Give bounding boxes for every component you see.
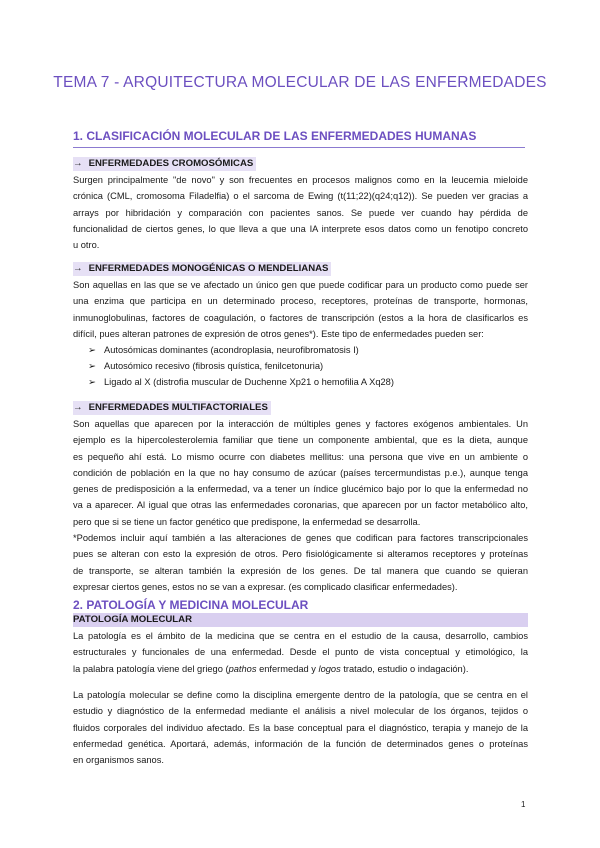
text-line: crónica (CML, cromosoma Filadelfia) o el sarcoma de Ewing (t(11;22)(q24;q12)). Se pueden ver gracias a xyxy=(73,191,528,202)
patologia-molecular-heading: PATOLOGÍA MOLECULAR xyxy=(73,613,528,627)
text-line: *Podemos incluir aquí también a las alteraciones de genes que codifican para factores transcripcionales xyxy=(73,533,528,544)
text-line: es pequeño ahí está. Lo mismo ocurre con diabetes mellitus: una persona que vive en un ambiente o xyxy=(73,451,528,462)
text-line: Surgen principalmente "de novo" y son frecuentes en procesos malignos como en la leucemia mieloide xyxy=(73,175,528,185)
term-logos: logos xyxy=(318,663,341,674)
text-fragment: tratado, estudio o indagación). xyxy=(340,663,469,674)
cromosomicas-heading: → ENFERMEDADES CROMOSÓMICAS xyxy=(73,157,256,171)
section-2-heading-text: 2. PATOLOGÍA Y MEDICINA MOLECULAR xyxy=(73,598,309,612)
patologia-molecular-paragraph xyxy=(73,687,528,768)
text-fragment: la palabra patología viene del griego ( xyxy=(73,663,229,674)
document-title: TEMA 7 - ARQUITECTURA MOLECULAR DE LAS ENFERMEDADES xyxy=(53,74,547,91)
text-line: arrays por hibridación y comparación con pacientes sanos. Se puede ver cuando hay pérdida de xyxy=(73,207,528,218)
list-item-text: Ligado al X (distrofia muscular de Duchenne Xp21 o hemofilia A Xq28) xyxy=(104,377,394,387)
list-item-text: Autosómicas dominantes (acondroplasia, neurofibromatosis I) xyxy=(104,345,359,355)
arrow-bullet-icon: ➢ xyxy=(88,361,96,371)
list-item xyxy=(88,342,359,358)
text-fragment: enfermedad y xyxy=(256,663,319,674)
text-line: en organismos sanos. xyxy=(73,755,164,766)
page-number: 1 xyxy=(521,800,526,809)
text-line xyxy=(73,661,528,677)
text-line: genes de predisposición a la enfermedad, va a tener un índice glucémico bajo por lo que la enfermedad no xyxy=(73,484,528,495)
text-line: enfermedad genética. Aportará, además, información de la función de determinados genes o proteínas xyxy=(73,738,528,749)
patologia-paragraph xyxy=(73,628,528,677)
term-pathos: pathos xyxy=(228,663,257,674)
monogenicas-heading: → ENFERMEDADES MONOGÉNICAS O MENDELIANAS xyxy=(73,262,331,276)
text-line: funcionalidad de ciertos genes, lo que lleva a que una IA interprete esos datos como un fenotipo concreto xyxy=(73,223,528,234)
list-item xyxy=(88,358,323,374)
multifactoriales-heading: → ENFERMEDADES MULTIFACTORIALES xyxy=(73,401,271,415)
section-1-heading-text: 1. CLASIFICACIÓN MOLECULAR DE LAS ENFERMEDADES HUMANAS xyxy=(73,129,477,143)
text-line: va a aparecer. Al igual que otras las enfermedades coronarias, que aparecen por un factor metabólico alto, xyxy=(73,500,528,511)
arrow-bullet-icon: ➢ xyxy=(88,345,96,355)
text-line: u otro. xyxy=(73,240,100,251)
text-line: estudio y diagnóstico de la enfermedad mediante el análisis a nivel molecular de los órganos, tejidos o xyxy=(73,706,528,717)
text-line: estructurales y funcionales de una enfermedad. Desde el punto de vista conceptual y etimológico, la xyxy=(73,647,528,658)
text-line: Son aquellas que aparecen por la interacción de múltiples genes y factores exógenos ambientales. Un xyxy=(73,419,528,429)
cromosomicas-paragraph xyxy=(73,172,528,253)
text-line: inmunoglobulinas, factores de coagulación, o factores de transcripción (estos a la hora de clasificarlos es xyxy=(73,312,528,323)
text-line: fluidos corporales del individuo afectado. Es la base conceptual para el diagnóstico, terapia y manejo de la xyxy=(73,722,528,733)
text-line: ejemplo es la hipercolesterolemia familiar que tiene un componente ambiental, que es la dieta, aunque xyxy=(73,435,528,446)
monogenicas-paragraph xyxy=(73,277,528,342)
text-line: Son aquellas en las que se ve afectado un único gen que puede codificar para un producto como puede ser xyxy=(73,280,528,290)
text-line: La patología molecular se define como la disciplina emergente dentro de la patología, que se centra en el xyxy=(73,690,528,700)
list-item xyxy=(88,374,394,390)
text-line: pero que si se tiene un factor genético que predispone, la enfermedad se desarrolla. xyxy=(73,516,421,527)
arrow-bullet-icon: ➢ xyxy=(88,377,96,387)
text-line: expresar ciertos genes, estos no se van a expresar. (es complicado clasificar enfermedades). xyxy=(73,581,458,592)
text-line: una enzima que participa en un determinado proceso, receptores, proteínas de transporte, hormonas, xyxy=(73,296,528,307)
text-line: difícil, pues alteran patrones de expresión de otros genes*). Este tipo de enfermedades pueden ser: xyxy=(73,328,484,339)
list-item-text: Autosómico recesivo (fibrosis quística, fenilcetonuria) xyxy=(104,361,324,371)
section-1-heading xyxy=(73,129,476,143)
section-2-heading xyxy=(73,598,308,612)
section-1-underline xyxy=(73,147,525,148)
multifactoriales-paragraph xyxy=(73,416,528,595)
text-line: La patología es el ámbito de la medicina que se centra en el estudio de la causa, desarrollo, cambios xyxy=(73,631,528,641)
text-line: de transporte, se alteran también la expresión de los genes. De tal manera que cuando se quieran xyxy=(73,565,528,576)
text-line: pues se alteran con esto la expresión de otros. Pero fisiológicamente si alteramos receptores y proteínas xyxy=(73,549,528,560)
text-line: condición de población en la que no hay consumo de azúcar (países tercermundistas p.e.), aunque tenga xyxy=(73,467,528,478)
